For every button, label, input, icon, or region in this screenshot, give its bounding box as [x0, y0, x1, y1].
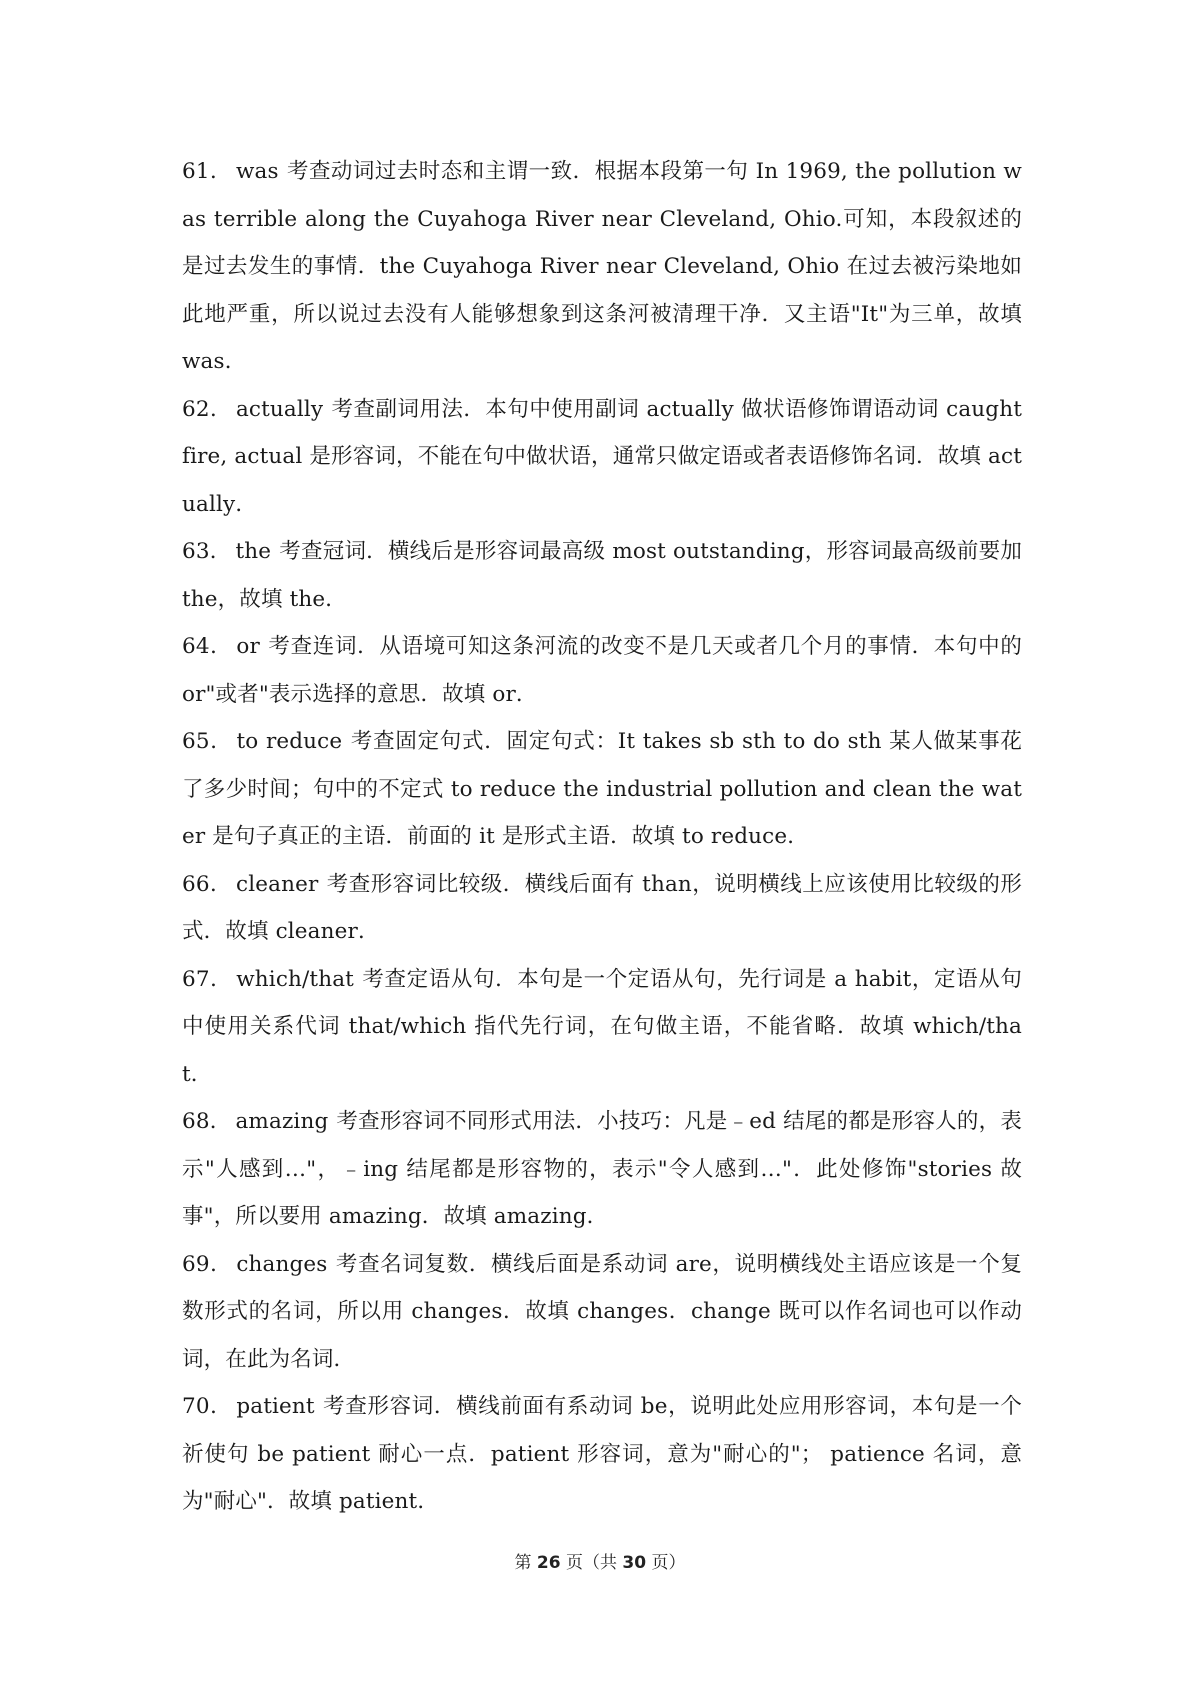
footer-prefix: 第: [514, 1553, 532, 1573]
current-page-number: 26: [536, 1553, 561, 1573]
answer-word: or: [236, 634, 260, 659]
answer-explanations: [182, 148, 1022, 1548]
answer-explanation: 考查冠词．横线后是形容词最高级 most outstanding，形容词最高级前要加 the，故填 the．: [182, 539, 1022, 612]
answer-number: 69．: [182, 1251, 233, 1277]
answer-explanation: 考查名词复数．横线后面是系动词 are，说明横线处主语应该是一个复数形式的名词，所以用 changes．故填 changes．change 既可以作名词也可以作动词，在此为名词．: [182, 1251, 1022, 1372]
answer-explanation: 考查动词过去时态和主谓一致．根据本段第一句 In 1969, the pollution was terrible along the Cuyahoga River near Cleveland, Ohio.可知，本段叙述的是过去发生的事情．the Cuyahoga River near Cleveland, Ohio 在过去被污染地如此地严重，所以说过去没有人能够想象到这条河被清理干净．又主语"It"为三单，故填 was．: [182, 159, 1022, 374]
answer-explanation: 考查定语从句．本句是一个定语从句，先行词是 a habit，定语从句中使用关系代词 that/which 指代先行词，在句做主语，不能省略．故填 which/that．: [182, 966, 1022, 1087]
answer-item-63: [182, 528, 1022, 623]
answer-number: 66．: [182, 871, 233, 897]
answer-word: patient: [236, 1394, 315, 1419]
answer-item-64: [182, 623, 1022, 718]
answer-explanation: 考查固定句式．固定句式：It takes sb sth to do sth 某人做某事花了多少时间；句中的不定式 to reduce the industrial pollution and clean the water 是句子真正的主语．前面的 it 是形式主语．故填 to reduce．: [182, 729, 1022, 849]
answer-item-62: [182, 386, 1022, 529]
answer-word: actually: [235, 396, 324, 422]
answer-explanation: 考查连词．从语境可知这条河流的改变不是几天或者几个月的事情．本句中的 or"或者"表示选择的意思．故填 or．: [182, 634, 1022, 707]
answer-number: 63．: [182, 539, 232, 564]
answer-explanation: 考查副词用法．本句中使用副词 actually 做状语修饰谓语动词 caught fire, actual 是形容词，不能在句中做状语，通常只做定语或者表语修饰名词．故填 actually．: [182, 396, 1023, 517]
answer-item-65: [182, 718, 1022, 861]
answer-item-70: [182, 1383, 1022, 1526]
page-footer: [0, 1548, 1200, 1573]
answer-explanation: 考查形容词不同形式用法．小技巧：凡是﹣ed 结尾的都是形容人的，表示"人感到…"，﹣ing 结尾都是形容物的，表示"令人感到…"．此处修饰"stories 故事"，所以要用 amazing．故填 amazing．: [182, 1109, 1022, 1229]
answer-word: amazing: [235, 1109, 329, 1134]
answer-item-69: [182, 1241, 1022, 1384]
answer-word: cleaner: [236, 871, 319, 897]
answer-explanation: 考查形容词．横线前面有系动词 be，说明此处应用形容词，本句是一个祈使句 be patient 耐心一点．patient 形容词，意为"耐心的"； patience 名词，意为"耐心"．故填 patient．: [182, 1394, 1022, 1514]
answer-number: 67．: [182, 966, 233, 992]
answer-number: 70．: [182, 1394, 233, 1419]
answer-item-61: [182, 148, 1022, 386]
answer-number: 65．: [182, 729, 233, 754]
answer-word: which/that: [236, 966, 354, 992]
answer-item-66: [182, 861, 1022, 956]
footer-suffix: 页）: [651, 1553, 686, 1573]
answer-word: the: [235, 539, 272, 564]
footer-middle: 页（共: [566, 1553, 617, 1573]
total-pages-number: 30: [622, 1553, 647, 1573]
answer-item-68: [182, 1098, 1022, 1241]
answer-word: to reduce: [236, 729, 343, 754]
answer-word: was: [235, 159, 279, 184]
answer-item-67: [182, 956, 1022, 1099]
answer-number: 61．: [182, 159, 232, 184]
answer-word: changes: [236, 1251, 328, 1277]
answer-explanation: 考查形容词比较级．横线后面有 than，说明横线上应该使用比较级的形式．故填 cleaner．: [182, 871, 1023, 944]
answer-number: 62．: [182, 396, 232, 422]
answer-number: 68．: [182, 1109, 232, 1134]
answer-number: 64．: [182, 634, 233, 659]
